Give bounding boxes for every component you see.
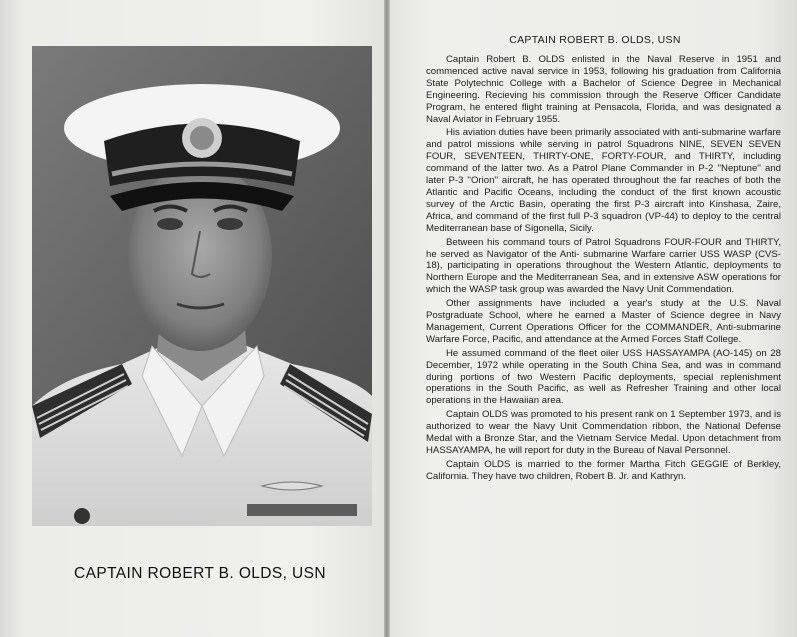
- photo-caption: CAPTAIN ROBERT B. OLDS, USN: [74, 565, 326, 582]
- biography-text: [426, 54, 781, 483]
- bio-paragraph: Captain Robert B. OLDS enlisted in the Naval Reserve in 1951 and commenced active naval service in 1953, following his graduation from California State Polytechnic College with a Bachelor of Science Degree in Mechanical Engineering. Recieving his commission through the Reserve Officer Candidate Program, he entered flight training at Pensacola, Florida, and was designated a Naval Aviator in February 1955.: [426, 54, 781, 125]
- biography-title: CAPTAIN ROBERT B. OLDS, USN: [509, 34, 681, 46]
- bio-paragraph: Other assignments have included a year's study at the U.S. Naval Postgraduate School, where he earned a Master of Science degree in Navy Management, Current Operations Officer for the COMMANDER, Anti-submarine Warfare Force, Pacific, and attendance at the Armed Forces Staff College.: [426, 298, 781, 345]
- portrait-image: [32, 46, 372, 526]
- bio-paragraph: Between his command tours of Patrol Squadrons FOUR-FOUR and THIRTY, he served as Navigator of the Anti- submarine Warfare carrier USS WASP (CVS-18), participating in operations throughout the Western Atlantic, deployments to Northern Europe and the Mediterranean Sea, and in extensive ASW operations for which the WASP task group was awarded the Navy Unit Commendation.: [426, 236, 781, 296]
- bio-paragraph: His aviation duties have been primarily associated with anti-submarine warfare and patrol missions while serving in patrol Squadrons NINE, SEVEN SEVEN FOUR, SEVENTEEN, THIRTY-ONE, FORTY-FOUR, and THIRTY, including command of the latter two. As a Patrol Plane Commander in P-2 ''Neptune'' and later P-3 ''Orion'' aircraft, he has operated throughout the far reaches of both the Atlantic and Pacific Oceans, including the conduct of the first known acoustic survey of the Arctic Basin, operating the first P-3 aircraft into Kinshasa, Zaire, Africa, and command of the first full P-3 squadron (VP-44) to deploy to the central Mediterranean base of Sigonella, Sicily.: [426, 127, 781, 234]
- bio-paragraph: Captain OLDS is married to the former Martha Fitch GEGGIE of Berkley, California. They have two children, Robert B. Jr. and Kathryn.: [426, 458, 781, 482]
- bio-paragraph: He assumed command of the fleet oiler USS HASSAYAMPA (AO-145) on 28 December, 1972 while operating in the South China Sea, and was in command during portions of two Western Pacific deployments, special replenishment operations in the South Pacific, as well as Refresher Training and other local operations in the Hawaiian area.: [426, 347, 781, 407]
- bio-paragraph: Captain OLDS was promoted to his present rank on 1 September 1973, and is authorized to wear the Navy Unit Commendation ribbon, the National Defense Medal with a Bronze Star, and the Vietnam Service Medal. Upon detachment from HASSAYAMPA, he will report for duty in the Bureau of Naval Personnel.: [426, 409, 781, 456]
- officer-portrait-photo: [32, 46, 372, 526]
- show-through-text: [60, 540, 380, 630]
